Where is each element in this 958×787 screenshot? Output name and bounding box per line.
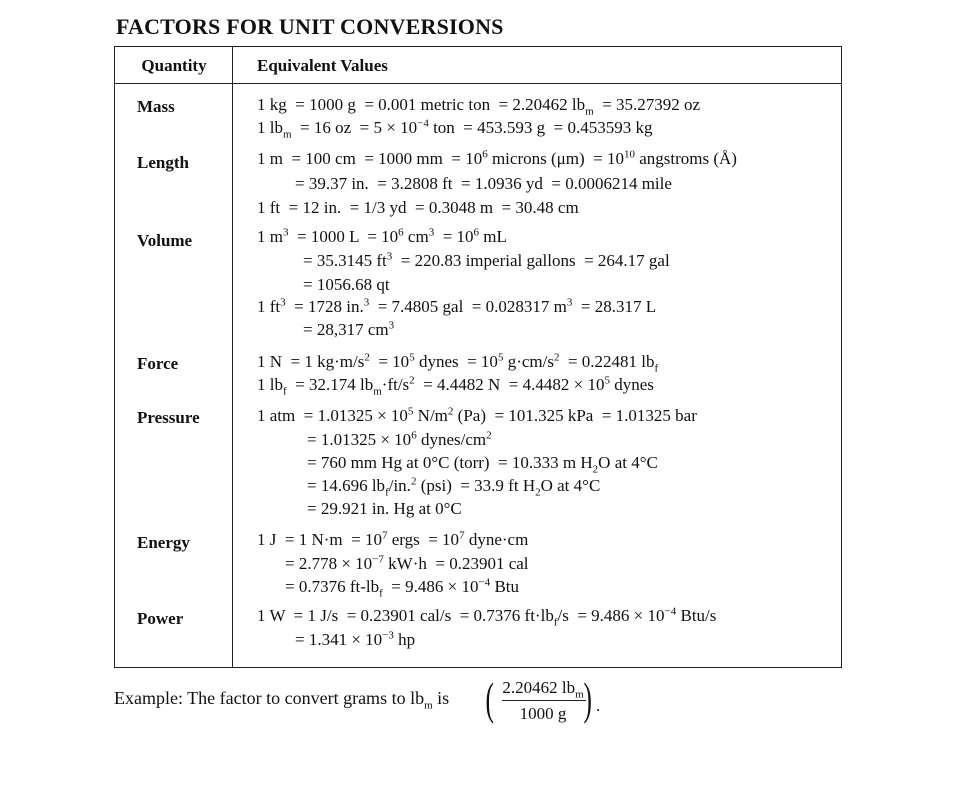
quantity-volume: Volume [137, 231, 193, 250]
column-divider [232, 47, 233, 667]
equivalent-line: = $1.341 \times 10^{-3}$ hp [295, 629, 416, 649]
equivalent-line: = 760 mm Hg at 0°C (torr) = 10.333 m $H_2O$ at 4°C [307, 453, 658, 476]
example-text: Example: The factor to convert grams to $lb_m$ is [114, 688, 450, 712]
equivalent-line: 1 J = 1 $N\cdot m = 10^7$ ergs = $10^7$ dyne·cm [257, 529, 529, 549]
header-quantity: Quantity [141, 56, 207, 75]
equivalent-line: = 39.37 in. = 3.2808 ft = 1.0936 yd = 0.0006214 mile [295, 174, 672, 193]
right-paren: ) [583, 673, 592, 724]
quantity-energy: Energy [137, 533, 190, 552]
quantity-force: Force [137, 354, 179, 373]
fraction-bar [502, 700, 586, 701]
equivalent-line: 1 kg = 1000 g = 0.001 metric ton = 2.20462 $lb_m = 35.27392$ oz [257, 95, 701, 118]
equivalent-line: 1 m = 100 cm = 1000 mm = $10^6$ microns $(\mu m) = 10^{10}$ angstroms (Å) [257, 148, 737, 168]
equivalent-line: 1 $ft^3 = 1728$ in.$^3$ = 7.4805 gal = 0.028317 $m^3 = 28.317$ L [257, 296, 657, 316]
equivalent-line: 1 atm = $1.01325 \times 10^5$ $N/m^2$ (Pa) = 101.325 kPa = 1.01325 bar [257, 405, 697, 425]
equivalent-line: 1 $m^3 = 1000$ $L = 10^6$ $cm^3 = 10^6$ mL [257, 226, 507, 246]
header-divider [115, 83, 841, 84]
fraction-period: . [596, 696, 601, 715]
equivalent-line: = 14.696 $lb_f/in.^2$ (psi) = 33.9 ft $H_2O$ at 4°C [307, 475, 601, 499]
quantity-pressure: Pressure [137, 408, 200, 427]
equivalent-line: 1 ft = 12 in. = 1/3 yd = 0.3048 m = 30.48 cm [257, 198, 579, 217]
header-equivalent-values: Equivalent Values [257, 56, 388, 75]
page-title: FACTORS FOR UNIT CONVERSIONS [116, 14, 504, 39]
equivalent-line: = $1.01325 \times 10^6$ dynes/$cm^2$ [307, 429, 492, 449]
equivalent-line: = 1056.68 qt [303, 275, 390, 294]
quantity-power: Power [137, 609, 184, 628]
equivalent-line: = 29.921 in. Hg at 0°C [307, 499, 462, 518]
fraction-denominator: 1000 g [519, 704, 567, 723]
example-fraction [485, 673, 601, 728]
left-paren: ( [485, 673, 494, 724]
equivalent-line: 1 N = 1 $kg\cdot m/s^2 = 10^5$ dynes = $10^5$ $g\cdot cm/s^2 = 0.22481$ $lb_f$ [257, 351, 659, 375]
equivalent-line: = 28,317 $cm^3$ [303, 319, 395, 339]
equivalent-line: = 35.3145 $ft^3 = 220.83$ imperial gallons = 264.17 gal [303, 250, 670, 270]
fraction-numerator: 2.20462 $lb_m$ [502, 678, 584, 701]
quantity-length: Length [137, 153, 189, 172]
equivalent-line: = 0.7376 $ft-lb_f = 9.486 \times 10^{-4}$ Btu [285, 576, 519, 600]
equivalent-line: = $2.778 \times 10^{-7}$ kW·h = 0.23901 cal [285, 553, 529, 573]
equivalent-line: 1 $lb_f = 32.174$ $lb_m\cdot ft/s^2 = 4.4482$ $N = 4.4482 \times 10^5$ dynes [257, 374, 654, 398]
equivalent-line: 1 W = 1 J/s = 0.23901 cal/s = 0.7376 $ft\cdot lb_f/s = 9.486 \times 10^{-4}$ Btu/s [257, 605, 717, 629]
quantity-mass: Mass [137, 97, 175, 116]
conversion-table [114, 46, 842, 668]
equivalent-line: 1 $lb_m = 16$ oz = $5 \times 10^{-4}$ ton = 453.593 g = 0.453593 kg [257, 117, 653, 141]
